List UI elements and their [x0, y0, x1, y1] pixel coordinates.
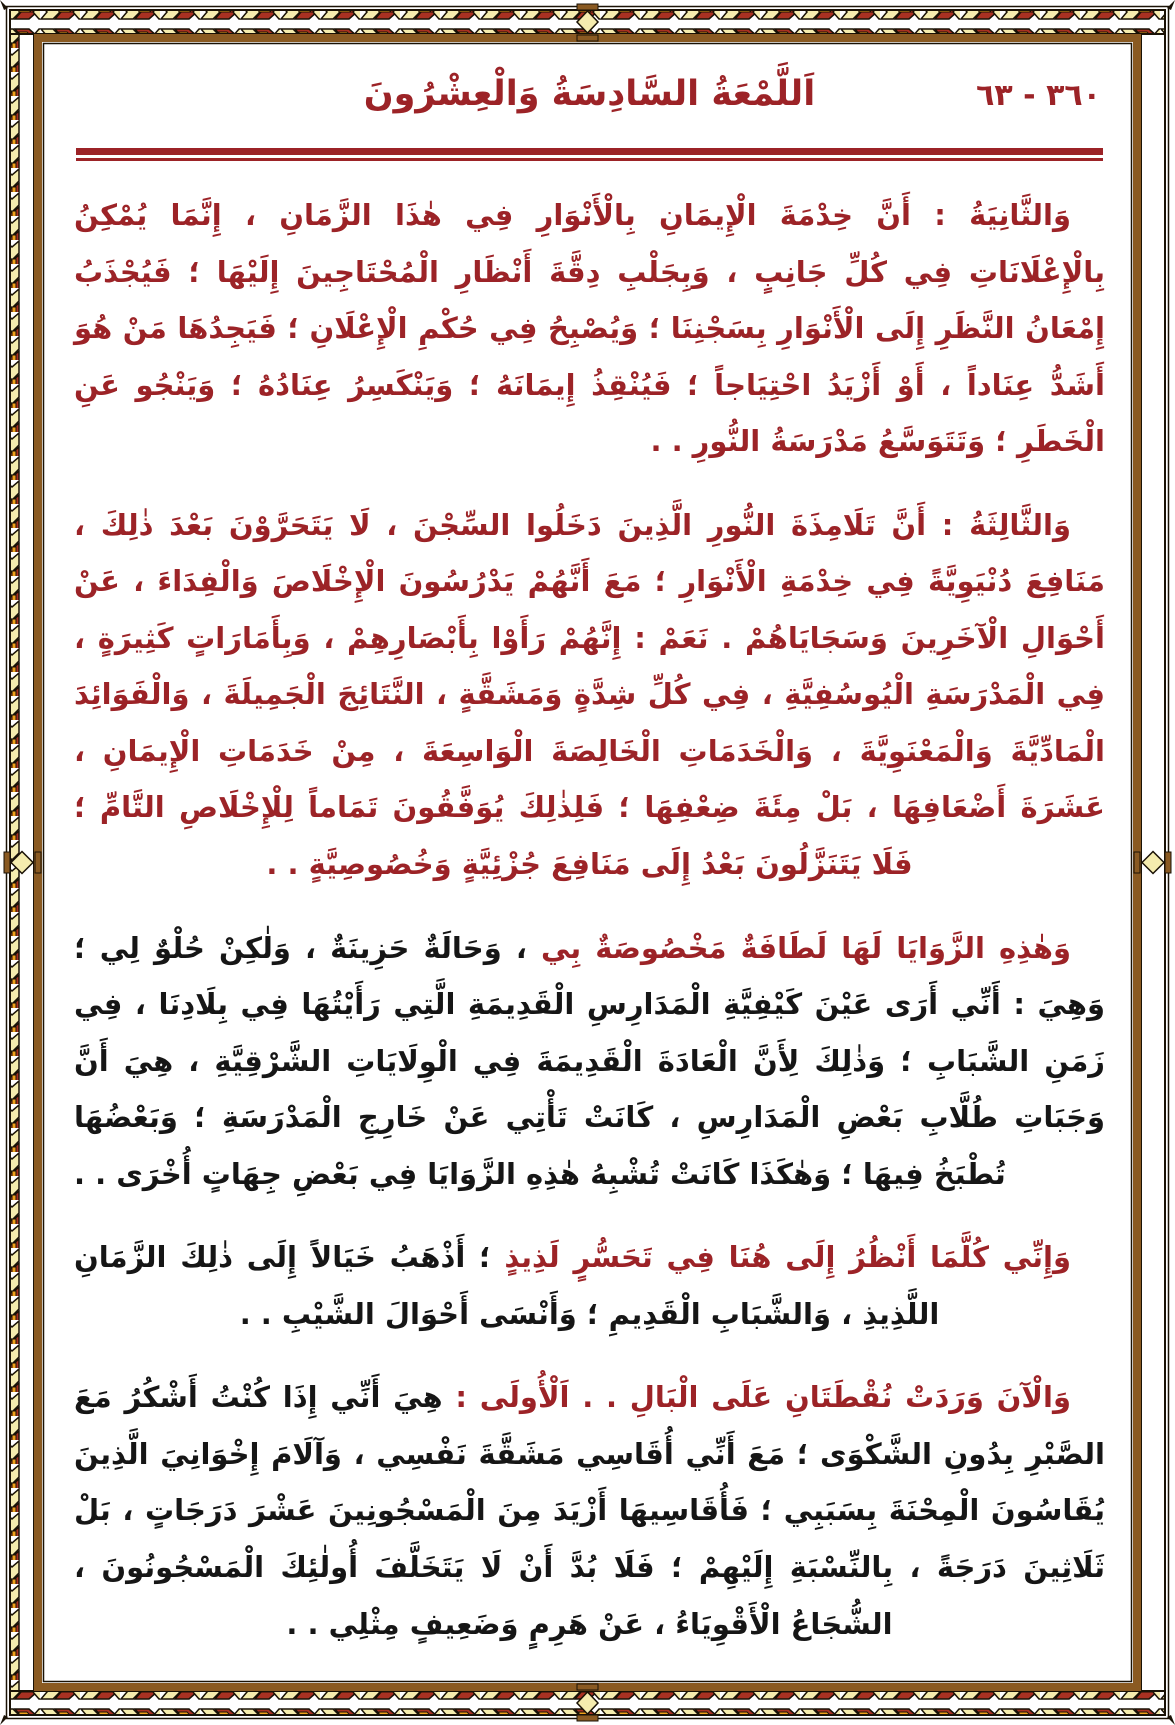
text-segment-black: ، وَحَالَةٌ حَزِينَةٌ ، وَلٰكِنْ حُلْوٌ لِي ؛ وَهِيَ : أَنِّي أَرَى عَيْنَ كَيْفِيَّةِ الْمَدَارِسِ الْقَدِيمَةِ الَّتِي رَأَيْتُهَا فِي بِلَادِنَا ، فِي زَمَنِ الشَّبَابِ ؛ وَذٰلِكَ لِأَنَّ الْعَادَةَ الْقَدِيمَةَ فِي الْوِلَايَاتِ الشَّرْقِيَّةِ ، هِيَ أَنَّ وَجَبَاتِ طُلَّابِ بَعْضِ الْمَدَارِسِ ، كَانَتْ تَأْتِي عَنْ خَارِجِ الْمَدْرَسَةِ ؛ وَبَعْضُهَا تُطْبَخُ فِيهَا ؛ وَهٰكَذَا كَانَتْ تُشْبِهُ هٰذِهِ الزَّوَايَا فِي بَعْضِ جِهَاتٍ أُخْرَى . . — [74, 930, 1105, 1191]
page-number: ٣٦٠ - ٦٣ — [976, 78, 1101, 113]
chapter-title: اَللَّمْعَةُ السَّادِسَةُ وَالْعِشْرُونَ — [363, 74, 816, 114]
divider-thin-line — [76, 158, 1103, 161]
text-segment-red: وَالثَّانِيَةُ : أَنَّ خِدْمَةَ الْإِيمَانِ بِالْأَنْوَارِ فِي هٰذَا الزَّمَانِ ، إِنَّمَا يُمْكِنُ بِالْإِعْلَانَاتِ فِي كُلِّ جَانِبٍ ، وَبِجَلْبِ دِقَّةَ أَنْظَارِ الْمُحْتَاجِينَ إِلَيْهَا ؛ فَيُجْذَبُ إِمْعَانُ النَّظَرِ إِلَى الْأَنْوَارِ بِسَجْنِنَا ؛ وَيُصْبِحُ فِي حُكْمِ الْإِعْلَانِ ؛ فَيَجِدُهَا مَنْ هُوَ أَشَدُّ عِنَاداً ، أَوْ أَزْيَدُ احْتِيَاجاً ؛ فَيُنْقِذُ إِيمَانَهُ ؛ وَيَنْكَسِرُ عِنَادُهُ ؛ وَيَنْجُو عَنِ الْخَطَرِ ؛ وَتَتَوَسَّعُ مَدْرَسَةُ النُّورِ . . — [74, 198, 1105, 459]
paragraph-1 — [74, 187, 1105, 470]
header-divider — [76, 148, 1103, 161]
text-segment-red: وَهٰذِهِ الزَّوَايَا لَهَا لَطَافَةٌ مَخْصُوصَةٌ بِي — [540, 930, 1071, 965]
text-segment-black: هِيَ أَنِّي إِذَا كُنْتُ أَشْكُرُ مَعَ الصَّبْرِ بِدُونِ الشَّكْوَى ؛ مَعَ أَنِّي أُقَاسِي مَشَقَّةَ نَفْسِي ، وَآلَامَ إِخْوَانِيَ الَّذِينَ يُقَاسُونَ الْمِحْنَةَ بِسَبَبِي ؛ فَأُقَاسِيهَا أَزْيَدَ مِنَ الْمَسْجُونِينَ عَشْرَ دَرَجَاتٍ ، بَلْ ثَلَاثِينَ دَرَجَةً ، بِالنِّسْبَةِ إِلَيْهِمْ ؛ فَلَا بُدَّ أَنْ لَا يَتَخَلَّفَ أُولٰئِكَ الْمَسْجُونُونَ ، الشُّجَاعُ الْأَقْوِيَاءُ ، عَنْ هَرِمٍ وَضَعِيفٍ مِثْلِي . . — [74, 1380, 1105, 1641]
divider-thick-line — [76, 148, 1103, 155]
border-medallion-top — [577, 4, 598, 41]
body-text — [74, 187, 1105, 1652]
text-segment-red: وَالْآنَ وَرَدَتْ نُقْطَتَانِ عَلَى الْبَالِ . . اَلْأُولَى : — [442, 1380, 1071, 1415]
text-segment-black: ؛ أَذْهَبُ خَيَالاً إِلَى ذٰلِكَ الزَّمَانِ اللَّذِيذِ ، وَالشَّبَابِ الْقَدِيمِ ؛ وَأَنْسَى أَحْوَالَ الشَّيْبِ . . — [74, 1240, 940, 1331]
paragraph-5 — [74, 1369, 1105, 1652]
border-medallion-left — [4, 852, 41, 874]
border-medallion-right — [1134, 852, 1171, 874]
border-medallion-bottom — [577, 1684, 598, 1721]
paragraph-2 — [74, 497, 1105, 893]
page-content — [44, 44, 1131, 1681]
page-header — [74, 68, 1105, 132]
text-segment-red: وَإِنِّي كُلَّمَا أَنْظُرُ إِلَى هُنَا فِي تَحَسُّرٍ لَذِيذٍ — [504, 1240, 1071, 1275]
paragraph-3 — [74, 920, 1105, 1203]
paragraph-4 — [74, 1229, 1105, 1342]
text-segment-red: وَالثَّالِثَةُ : أَنَّ تَلَامِذَةَ النُّورِ الَّذِينَ دَخَلُوا السِّجْنَ ، لَا يَتَحَرَّوْنَ بَعْدَ ذٰلِكَ ، مَنَافِعَ دُنْيَوِيَّةً فِي خِدْمَةِ الْأَنْوَارِ ؛ مَعَ أَنَّهُمْ يَدْرُسُونَ الْإِخْلَاصَ وَالْفِدَاءَ ، عَنْ أَحْوَالِ الْآخَرِينَ وَسَجَايَاهُمْ . نَعَمْ : إِنَّهُمْ رَأَوْا بِأَبْصَارِهِمْ ، وَبِأَمَارَاتٍ كَثِيرَةٍ ، فِي الْمَدْرَسَةِ الْيُوسُفِيَّةِ ، فِي كُلِّ شِدَّةٍ وَمَشَقَّةٍ ، النَّتَائِجَ الْجَمِيلَةَ ، وَالْفَوَائِدَ الْمَادِّيَّةَ وَالْمَعْنَوِيَّةَ ، وَالْخَدَمَاتِ الْخَالِصَةَ الْوَاسِعَةَ ، مِنْ خَدَمَاتِ الْإِيمَانِ ، عَشَرَةَ أَضْعَافِهَا ، بَلْ مِئَةَ ضِعْفِهَا ؛ فَلِذٰلِكَ يُوَفَّقُونَ تَمَاماً لِلْإِخْلَاصِ التَّامِّ ؛ فَلَا يَتَنَزَّلُونَ بَعْدُ إِلَى مَنَافِعَ جُزْئِيَّةٍ وَخُصُوصِيَّةٍ . . — [74, 507, 1105, 882]
